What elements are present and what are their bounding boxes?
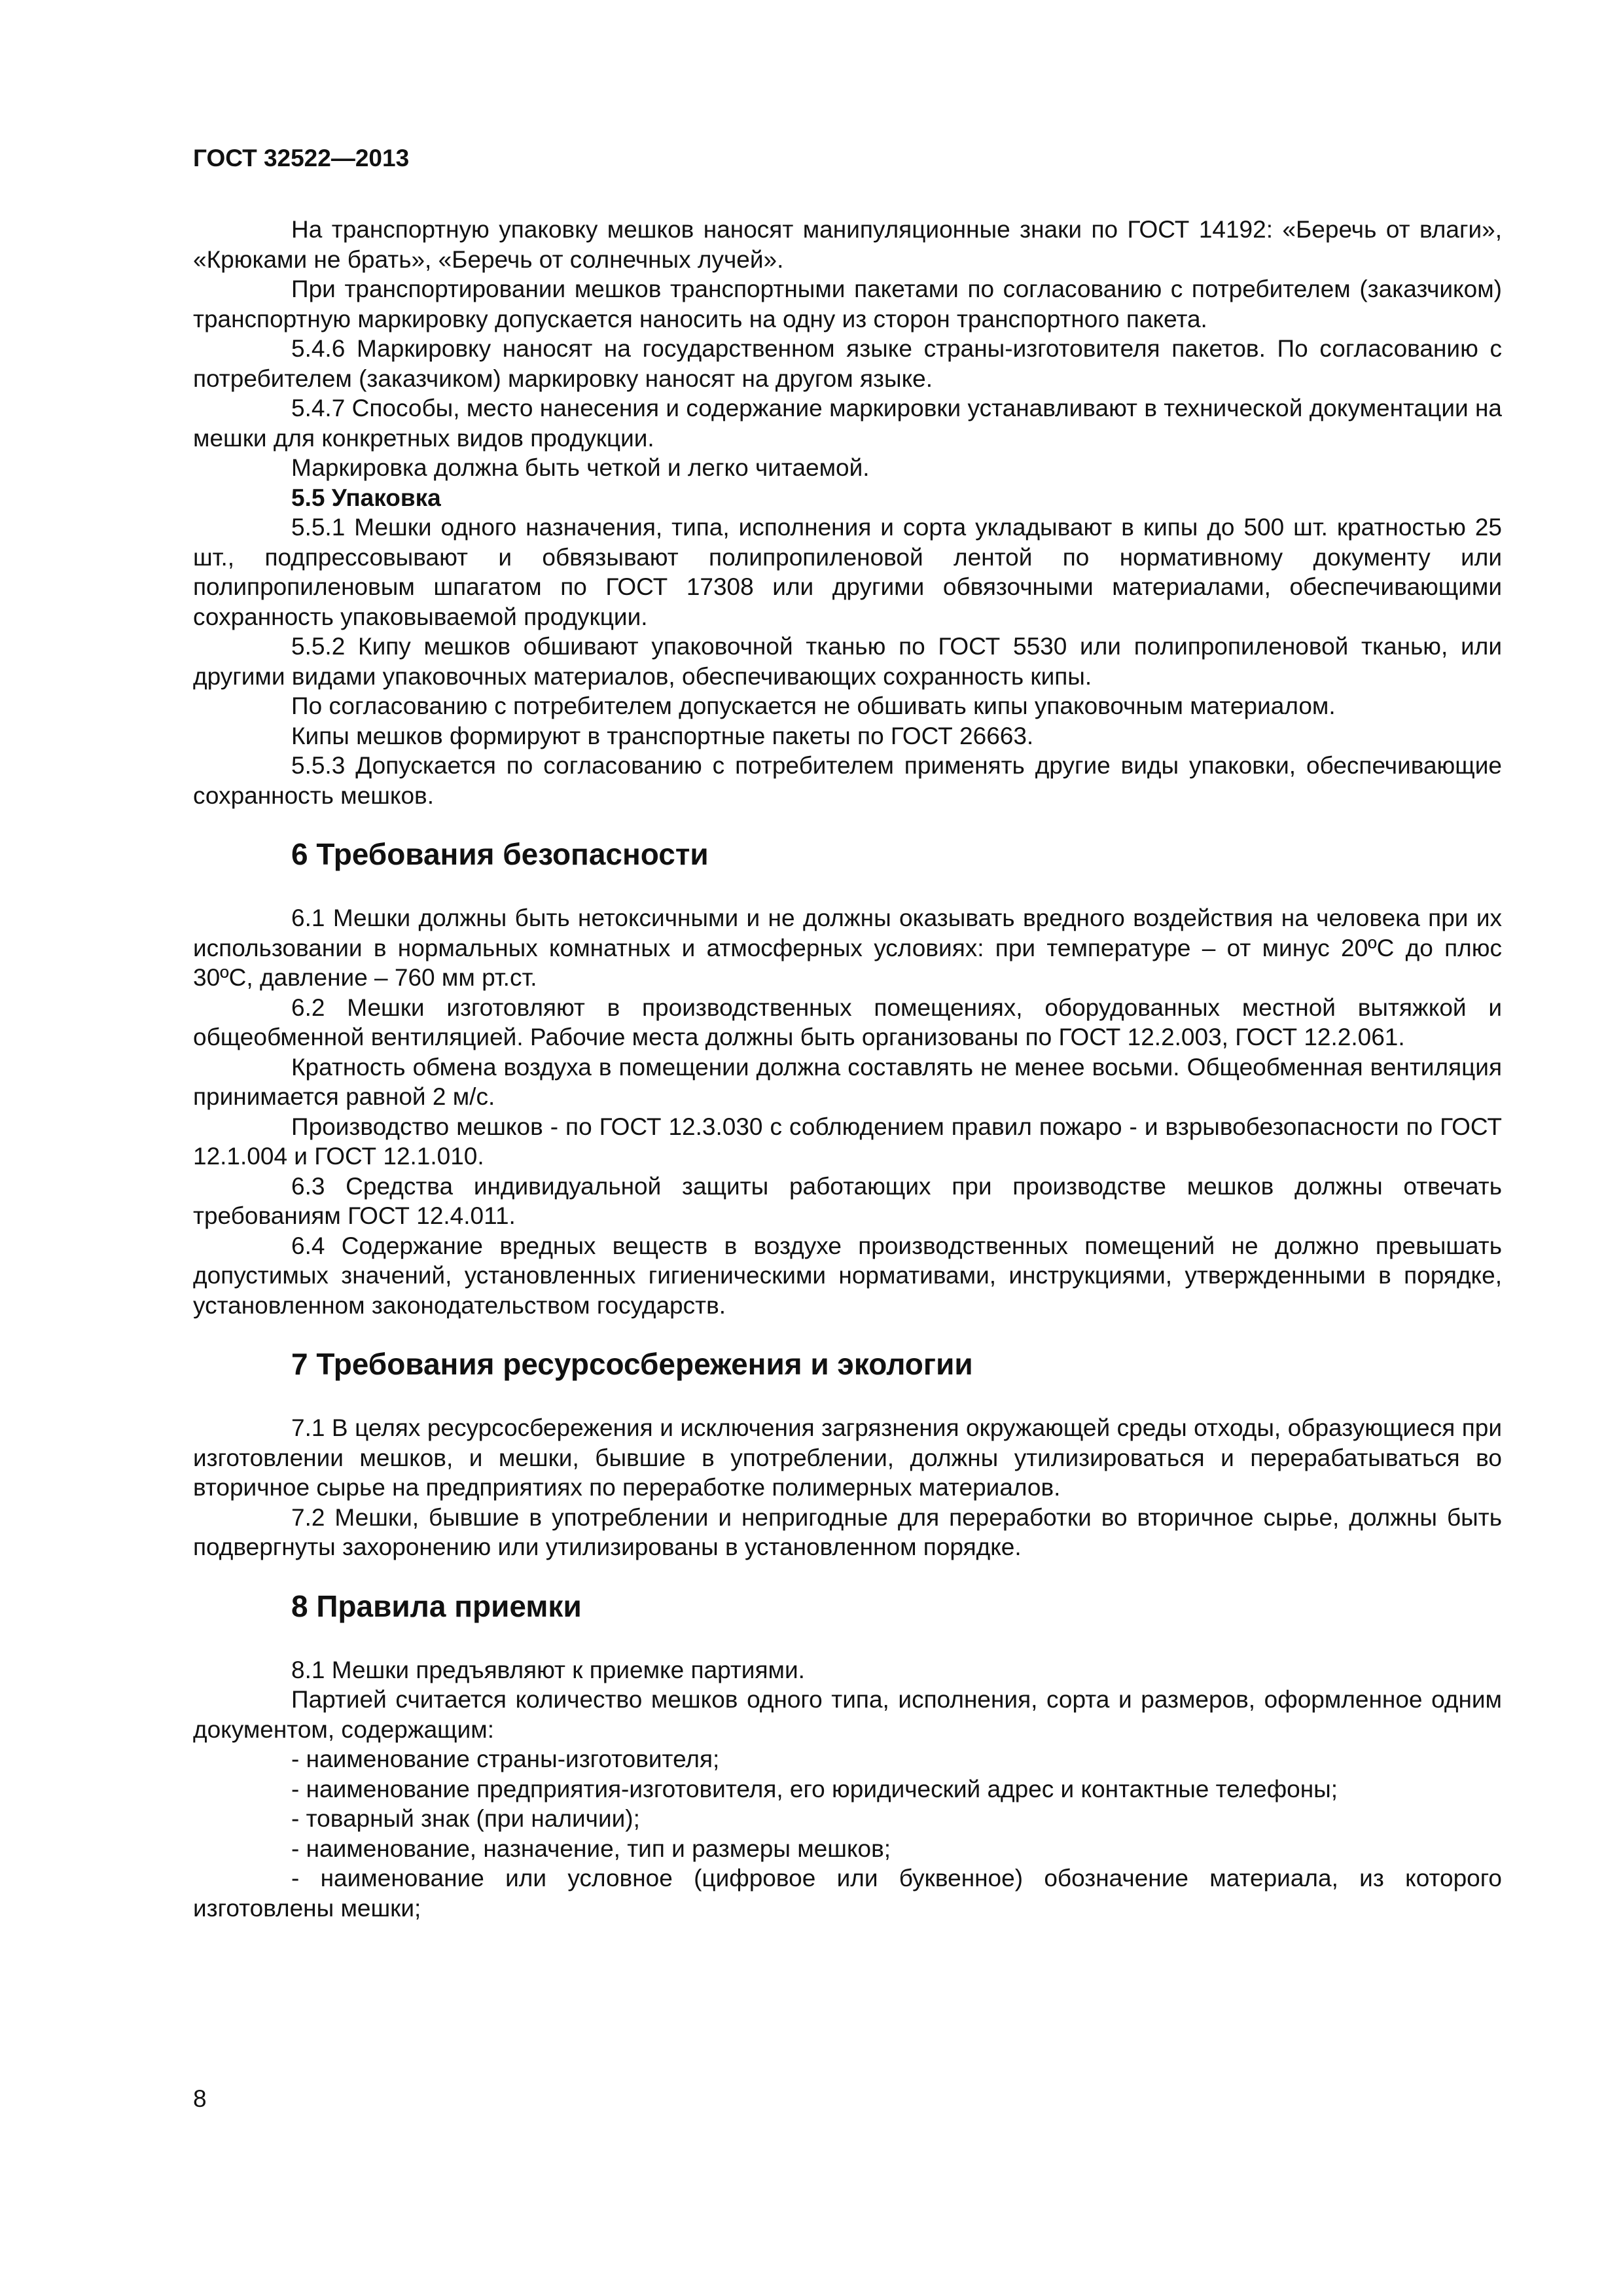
paragraph: Маркировка должна быть четкой и легко читаемой. bbox=[291, 454, 870, 481]
paragraph: 5.5.1 Мешки одного назначения, типа, исполнения и сорта укладывают в кипы до 500 шт. кратностью 25 шт., подпрессовывают и обвязывают полипропиленовой лентой по нормативному документу или полипропиленовым шпагатом по ГОСТ 17308 или другими обвязочными материалами, обеспечивающими сохранность упаковываемой продукции. bbox=[193, 514, 1502, 630]
paragraph: 6.2 Мешки изготовляют в производственных помещениях, оборудованных местной вытяжкой и общеобменной вентиляцией. Рабочие места должны быть организованы по ГОСТ 12.2.003, ГОСТ 12.2.061. bbox=[193, 994, 1502, 1050]
paragraph: 8.1 Мешки предъявляют к приемке партиями. bbox=[291, 1656, 805, 1683]
paragraph: Производство мешков - по ГОСТ 12.3.030 с соблюдением правил пожаро - и взрывобезопасности по ГОСТ 12.1.004 и ГОСТ 12.1.010. bbox=[193, 1113, 1502, 1170]
paragraph: 6.4 Содержание вредных веществ в воздухе производственных помещений не должно превышать допустимых значений, установленных гигиеническими нормативами, инструкциями, утвержденными в порядке, установленном законодательством государств. bbox=[193, 1232, 1502, 1319]
document-header: ГОСТ 32522—2013 bbox=[193, 145, 410, 171]
paragraph: На транспортную упаковку мешков наносят манипуляционные знаки по ГОСТ 14192: «Беречь от влаги», «Крюками не брать», «Беречь от солнечных лучей». bbox=[193, 216, 1502, 273]
paragraph: 5.5.2 Кипу мешков обшивают упаковочной тканью по ГОСТ 5530 или полипропиленовой тканью, или другими видами упаковочных материалов, обеспечивающих сохранность кипы. bbox=[193, 633, 1502, 690]
section-title: 7 Требования ресурсосбережения и экологии bbox=[291, 1347, 973, 1381]
list-item: - товарный знак (при наличии); bbox=[291, 1805, 640, 1832]
subsection-heading: 5.5 Упаковка bbox=[291, 484, 441, 511]
paragraph: При транспортировании мешков транспортными пакетами по согласованию с потребителем (заказчиком) транспортную маркировку допускается наносить на одну из сторон транспортного пакета. bbox=[193, 276, 1502, 332]
paragraph: 5.4.7 Способы, место нанесения и содержание маркировки устанавливают в технической документации на мешки для конкретных видов продукции. bbox=[193, 395, 1502, 452]
list-item: - наименование или условное (цифровое или буквенное) обозначение материала, из которого изготовлены мешки; bbox=[193, 1865, 1502, 1922]
paragraph: 5.4.6 Маркировку наносят на государственном языке страны-изготовителя пакетов. По согласованию с потребителем (заказчиком) маркировку наносят на другом языке. bbox=[193, 335, 1502, 392]
paragraph: Кратность обмена воздуха в помещении должна составлять не менее восьми. Общеобменная вентиляция принимается равной 2 м/с. bbox=[193, 1053, 1502, 1110]
paragraph: По согласованию с потребителем допускается не обшивать кипы упаковочным материалом. bbox=[291, 692, 1336, 719]
page-number: 8 bbox=[193, 2085, 207, 2112]
section-title: 8 Правила приемки bbox=[291, 1588, 582, 1623]
paragraph: 7.2 Мешки, бывшие в употреблении и непригодные для переработки во вторичное сырье, должны быть подвергнуты захоронению или утилизированы в установленном порядке. bbox=[193, 1503, 1502, 1560]
paragraph: 5.5.3 Допускается по согласованию с потребителем применять другие виды упаковки, обеспечивающие сохранность мешков. bbox=[193, 752, 1502, 809]
list-item: - наименование предприятия-изготовителя, его юридический адрес и контактные телефоны; bbox=[291, 1775, 1338, 1803]
paragraph: 7.1 В целях ресурсосбережения и исключения загрязнения окружающей среды отходы, образующиеся при изготовлении мешков, и мешки, бывшие в употреблении, должны утилизироваться и перерабатываться во вторичное сырье на предприятиях по переработке полимерных материалов. bbox=[193, 1414, 1502, 1501]
list-item: - наименование страны-изготовителя; bbox=[291, 1746, 720, 1772]
section-title: 6 Требования безопасности bbox=[291, 837, 709, 871]
document-page bbox=[193, 144, 1502, 1923]
list-item: - наименование, назначение, тип и размеры мешков; bbox=[291, 1835, 891, 1862]
paragraph: Кипы мешков формируют в транспортные пакеты по ГОСТ 26663. bbox=[291, 722, 1034, 749]
paragraph: 6.1 Мешки должны быть нетоксичными и не должны оказывать вредного воздействия на человека при их использовании в нормальных комнатных и атмосферных условиях: при температуре – от минус 20ºС до плюс 30ºС, давление – 760 мм рт.ст. bbox=[193, 905, 1502, 991]
paragraph: Партией считается количество мешков одного типа, исполнения, сорта и размеров, оформленное одним документом, содержащим: bbox=[193, 1686, 1502, 1743]
paragraph: 6.3 Средства индивидуальной защиты работающих при производстве мешков должны отвечать требованиям ГОСТ 12.4.011. bbox=[193, 1172, 1502, 1229]
document-body bbox=[193, 215, 1502, 1923]
